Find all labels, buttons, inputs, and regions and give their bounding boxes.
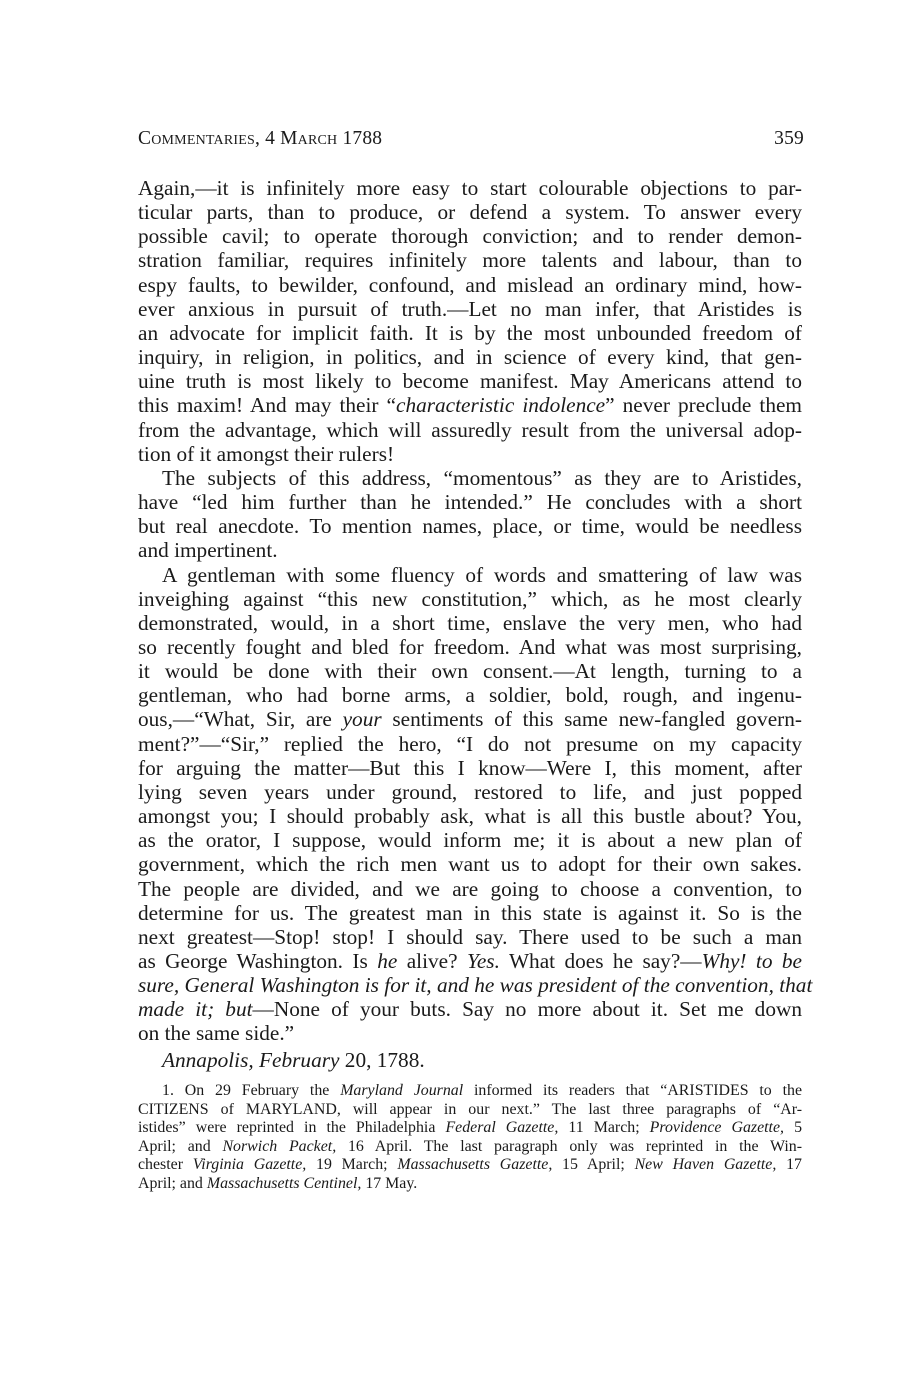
text-line: ment?”—“Sir,” replied the hero, “I do not presume on my capacity bbox=[138, 731, 802, 756]
text-line: so recently fought and bled for freedom. And what was most surprising, bbox=[138, 634, 802, 659]
footnote-line: April; and Massachusetts Centinel, 17 May. bbox=[138, 1174, 418, 1192]
text-line: stration familiar, requires infinitely more talents and labour, than to bbox=[138, 248, 802, 273]
text-line: have “led him further than he intended.” He concludes with a short bbox=[138, 490, 802, 515]
paragraph bbox=[138, 466, 802, 563]
text-line: on the same side.” bbox=[138, 1021, 295, 1046]
text-line: demonstrated, would, in a short time, enslave the very men, who had bbox=[138, 610, 802, 635]
text-line: it would be done with their own consent.—At length, turning to a bbox=[138, 659, 802, 684]
running-head-title: Commentaries, 4 March 1788 bbox=[138, 128, 383, 149]
text-line: possible cavil; to operate thorough conviction; and to render demon- bbox=[138, 224, 802, 249]
text-line: The subjects of this address, “momentous” as they are to Aristides, bbox=[162, 465, 802, 490]
footnote-line: chester Virginia Gazette, 19 March; Massachusetts Gazette, 15 April; New Haven Gazette, 17 bbox=[138, 1156, 802, 1173]
text-line: ever anxious in pursuit of truth.—Let no man infer, that Aristides is bbox=[138, 296, 802, 321]
text-line: ous,—“What, Sir, are your sentiments of this same new-fangled govern- bbox=[138, 707, 802, 732]
text-line: uine truth is most likely to become manifest. May Americans attend to bbox=[138, 369, 802, 394]
text-line: A gentleman with some fluency of words and smattering of law was bbox=[162, 562, 802, 587]
text-line: espy faults, to bewilder, confound, and mislead an ordinary mind, how- bbox=[138, 272, 802, 297]
footnote-line: 1. On 29 February the Maryland Journal informed its readers that “ARISTIDES to the bbox=[162, 1082, 803, 1099]
text-line: sure, General Washington is for it, and he was president of the convention, that bbox=[138, 973, 813, 998]
text-line: gentleman, who had borne arms, a soldier, bold, rough, and ingenu- bbox=[138, 683, 802, 708]
text-line: from the advantage, which will assuredly result from the universal adop- bbox=[138, 417, 802, 442]
text-line: The people are divided, and we are going to choose a convention, to bbox=[138, 876, 802, 901]
dateline bbox=[138, 1048, 802, 1072]
text-line: inveighing against “this new constitution,” which, as he most clearly bbox=[138, 586, 802, 611]
text-line: as the orator, I suppose, would inform me; it is about a new plan of bbox=[138, 828, 802, 853]
page-number: 359 bbox=[774, 128, 804, 149]
text-line: an advocate for implicit faith. It is by the most unbounded freedom of bbox=[138, 320, 802, 345]
paragraphs bbox=[138, 176, 813, 1046]
text-line: inquiry, in religion, in politics, and in science of every kind, that gen- bbox=[138, 345, 802, 370]
footnote-line: CITIZENS of MARYLAND, will appear in our next.” The last three paragraphs of “Ar- bbox=[138, 1100, 802, 1118]
text-line: next greatest—Stop! stop! I should say. There used to be such a man bbox=[138, 924, 802, 949]
footnote-line: istides” were reprinted in the Philadelphia Federal Gazette, 11 March; Providence Gazette, 5 bbox=[138, 1119, 803, 1136]
text-line: this maxim! And may their “characteristic indolence” never preclude them bbox=[138, 393, 802, 418]
footnote bbox=[138, 1082, 802, 1193]
text-line: ticular parts, than to produce, or defend a system. To answer every bbox=[138, 200, 802, 225]
text-line: lying seven years under ground, restored to life, and just popped bbox=[138, 779, 802, 804]
paragraph bbox=[138, 176, 802, 466]
text-line: amongst you; I should probably ask, what is all this bustle about? You, bbox=[138, 804, 802, 829]
text-line: Again,—it is infinitely more easy to start colourable objections to par- bbox=[138, 176, 802, 200]
text-line: as George Washington. Is he alive? Yes. What does he say?—Why! to be bbox=[138, 949, 803, 973]
text-line: determine for us. The greatest man in this state is against it. So is the bbox=[138, 900, 802, 925]
text-line: government, which the rich men want us to adopt for their own sakes. bbox=[138, 852, 802, 877]
text-line: tion of it amongst their rulers! bbox=[138, 441, 395, 466]
text-line: and impertinent. bbox=[138, 538, 278, 563]
dateline-place-month: Annapolis, February bbox=[162, 1047, 340, 1072]
dateline-day-year: 20, 1788. bbox=[344, 1047, 425, 1072]
text-line: made it; but—None of your buts. Say no more about it. Set me down bbox=[138, 997, 802, 1022]
body-text bbox=[138, 176, 813, 1072]
paragraph bbox=[138, 562, 813, 1046]
text-line: for arguing the matter—But this I know—Were I, this moment, after bbox=[138, 755, 802, 780]
running-head bbox=[138, 128, 804, 150]
footnote-line: April; and Norwich Packet, 16 April. The last paragraph only was reprinted in the Win- bbox=[138, 1137, 802, 1155]
text-line: but real anecdote. To mention names, place, or time, would be needless bbox=[138, 514, 802, 539]
